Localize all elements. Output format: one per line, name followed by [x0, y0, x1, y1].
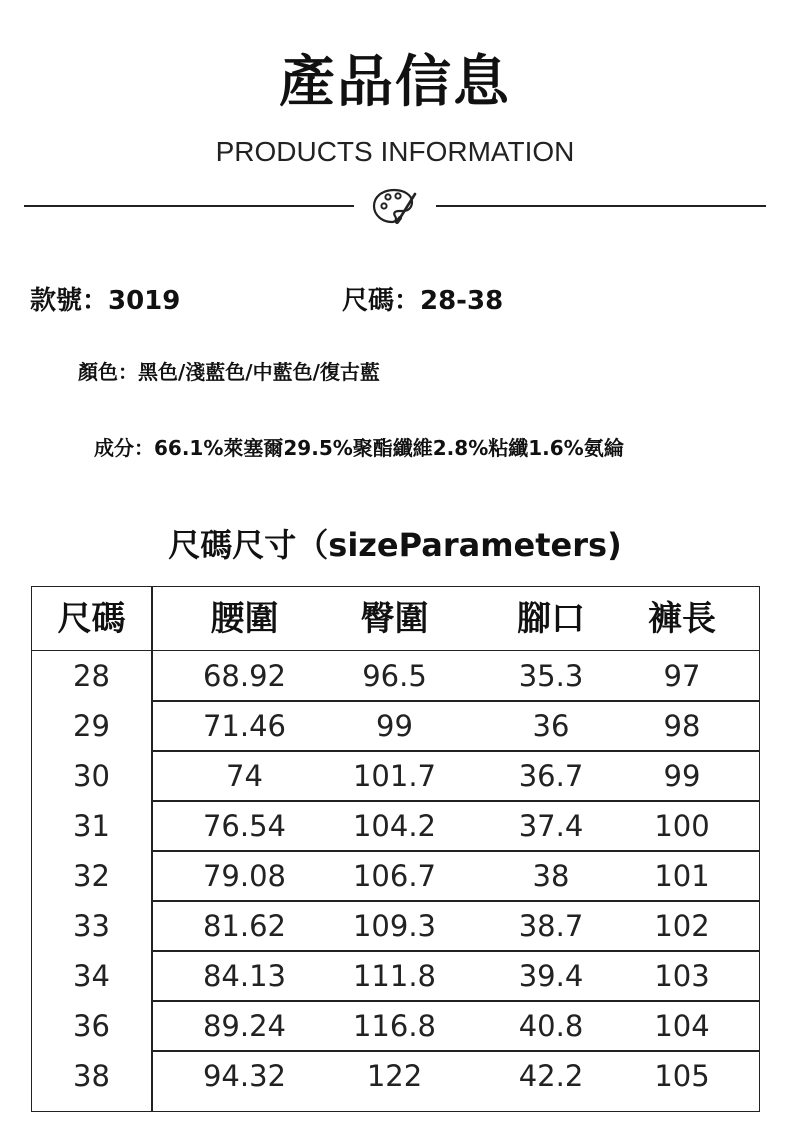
cell-size: 28: [73, 659, 110, 693]
cell-hip: 96.5: [362, 659, 427, 693]
cell-hip: 111.8: [352, 959, 437, 993]
table-row: [32, 651, 759, 701]
cell-waist: 89.24: [202, 1009, 287, 1043]
style-number: 款號：3019: [30, 286, 181, 316]
table-header-row: [32, 587, 759, 651]
color-options: 顏色：黑色/淺藍色/中藍色/復古藍: [78, 360, 380, 384]
cell-size: 38: [73, 1059, 110, 1093]
cell-hip: 104.2: [352, 809, 437, 843]
cell-leg-opening: 38: [532, 859, 570, 893]
fabric-composition: 成分：66.1%萊塞爾29.5%聚酯纖維2.8%粘纖1.6%氨綸: [94, 436, 624, 460]
cell-leg-opening: 38.7: [518, 909, 584, 943]
cell-waist: 71.46: [202, 709, 287, 743]
cell-length: 105: [654, 1059, 710, 1093]
cell-leg-opening: 37.4: [518, 809, 584, 843]
cell-waist: 79.08: [202, 859, 287, 893]
page-title: 產品信息: [279, 50, 511, 115]
cell-hip: 122: [366, 1059, 423, 1093]
cell-waist: 68.92: [202, 659, 287, 693]
table-row: [32, 951, 759, 1001]
table-row: [32, 801, 759, 851]
cell-leg-opening: 35.3: [518, 659, 584, 693]
divider-line-right: [436, 205, 766, 207]
header-hip: 臀圍: [360, 599, 429, 639]
table-row: [32, 1001, 759, 1051]
palette-icon: [370, 184, 420, 228]
cell-size: 31: [73, 809, 110, 843]
cell-length: 100: [654, 809, 710, 843]
cell-size: 33: [73, 909, 110, 943]
table-row: [32, 901, 759, 951]
cell-size: 32: [73, 859, 110, 893]
cell-length: 98: [663, 709, 701, 743]
cell-hip: 116.8: [352, 1009, 437, 1043]
cell-hip: 101.7: [352, 759, 437, 793]
cell-size: 36: [73, 1009, 110, 1043]
cell-length: 103: [654, 959, 710, 993]
cell-hip: 99: [376, 709, 413, 743]
cell-size: 29: [73, 709, 110, 743]
table-row: [32, 1051, 759, 1101]
cell-size: 30: [73, 759, 110, 793]
header-waist: 腰圍: [210, 599, 279, 639]
cell-leg-opening: 40.8: [518, 1009, 584, 1043]
table-row: [32, 851, 759, 901]
page-subtitle: PRODUCTS INFORMATION: [215, 136, 575, 167]
cell-waist: 94.32: [202, 1059, 287, 1093]
header-size: 尺碼: [57, 599, 126, 639]
title-divider: [24, 182, 766, 230]
cell-hip: 106.7: [352, 859, 437, 893]
table-row: [32, 701, 759, 751]
size-range: 尺碼：28-38: [342, 286, 504, 316]
cell-hip: 109.3: [352, 909, 437, 943]
header-length: 褲長: [648, 599, 716, 639]
size-section-title: 尺碼尺寸（sizeParameters): [168, 526, 622, 564]
cell-leg-opening: 36.7: [518, 759, 584, 793]
cell-leg-opening: 39.4: [518, 959, 584, 993]
size-table: [31, 586, 760, 1112]
cell-length: 102: [654, 909, 710, 943]
cell-waist: 74: [226, 759, 263, 793]
header-leg-opening: 腳口: [517, 599, 585, 639]
cell-waist: 76.54: [202, 809, 287, 843]
table-row: [32, 751, 759, 801]
cell-leg-opening: 36: [532, 709, 570, 743]
cell-size: 34: [73, 959, 110, 993]
cell-waist: 84.13: [202, 959, 287, 993]
cell-length: 104: [654, 1009, 710, 1043]
divider-line-left: [24, 205, 354, 207]
cell-length: 99: [663, 759, 701, 793]
cell-length: 97: [663, 659, 701, 693]
cell-leg-opening: 42.2: [518, 1059, 584, 1093]
cell-waist: 81.62: [202, 909, 287, 943]
cell-length: 101: [654, 859, 710, 893]
